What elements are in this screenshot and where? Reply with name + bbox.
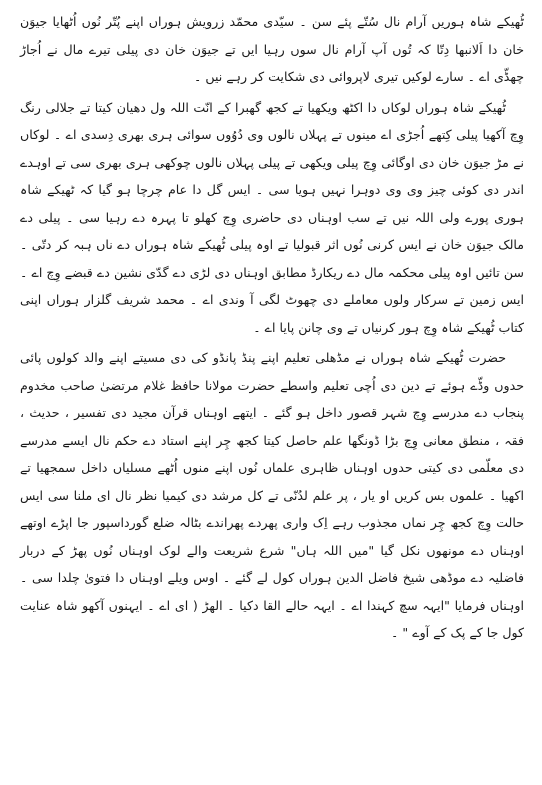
paragraph-3: حضرت ٹُھیکے شاہ ہوراں نے مڈھلی تعلیم اپنے پنڈ پانڈو کی دی مسیتے اپنے والد کولوں پائی حدوں وڈّے ہوئے تے دین دی اُچی تعلیم واسطے حضرت مولانا حافظ غلام مرتضیٰ صاحب مخدوم پنجاب دے مدرسے وِچ شہر قصور داخل ہو گئے ۔ ایتھے اوہناں قرآن مجید دی تفسیر ، حدیث ، فقہ ، منطق معانی وِچ بڑا ڈونگھا علم حاصل کیتا کجھ چِر اپنے استاد دے حکم نال ایسے مدرسے دی معلّمی دی کیتی حدوں اوہناں ظاہری علماں نُوں اپنے منوں اُٹھے مسلیاں داخل سمجھیا تے اکھیا ۔ علموں بس کریں او یار ، پر علم لدُنّی تے کل مرشد دی کیمیا نظر نال ای ملنا سی ایس حالت وِچ کجھ چِر نماں مجذوب رہے اِک واری پھردے پھراندے بٹالہ ضلع گورداسپور جا اپڑے اوتھے اوہناں دے مونھوں نکل گیا "میں اللہ ہاں" شرع شریعت والے لوک اوہناں نُوں پھڑ کے دربار فاضلیہ دے موڈھی شیخ فاضل الدین ہوراں کول لے گئے ۔ اوس ویلے اوہناں دا فتویٰ چلدا سی ۔ اوہناں فرمایا "ایہہ سچ کہندا اے ۔ ایہہ حالے القا دکیا ۔ الھڑ ( ای اے ۔ ایہنوں آکھو شاہ عنایت کول جا کے پک کے آوے " ۔ (20, 350, 524, 640)
paragraph-1: ٹُھیکے شاہ ہوریں آرام نال سُتّے پئے سن ۔ سیّدی محمّد زرویش ہوراں اپنے پُتّر نُوں اُٹھایا جیوَن خان دا اَلانبھا دِتّا کہ تُوں آپ آرام نال سوں رہیا ایں تے جیوَن خان دی پیلی تیرے مال نے اُجاڑ چھڈّی اے ۔ سارے لوکیں تیری لاپروائی دی شکایت کر رہے نیں ۔ (20, 14, 524, 84)
paragraph-2: ٹُھیکے شاہ ہوراں لوکاں دا اکٹھ ویکھیا تے کجھ گھبرا کے انّت اللہ ول دھیان کیتا تے جلالی رنگ وِچ آکھیا پیلی کِتھے اُجڑی اے مینوں تے پہلاں نالوں وی دُوُوں سوائی ہری بھری دِسدی اے ۔ لوکاں نے مڑ جیوَن خان دی اوگائی وِچ پیلی ویکھی تے پیلی پہلاں نالوں چوکھی ہری بھری سی تے اوہدے اندر دی کوئی چیز وی وی دوہرا نہیں ہویا سی ۔ ایس گل دا عام چرچا ہو گیا کہ ٹھیکے شاہ ہوری پورے ولی اللہ نیں تے سب اوہناں دی حاضری وِچ کھلو تا پہرہ دے رہیا سی ۔ پیلی دے مالک جیوَن خان نے ایس کرنی نُوں اثر قبولیا تے اوہ پیلی ٹُھیکے شاہ ہوراں دے ناں ہبہ کر دتّی ۔ سن تائیں اوہ پیلی محکمہ مال دے ریکارڈ مطابق اوہناں دی لڑی دے گدّی نشین دے قبضے وِچ اے ۔ ایس زمین تے سرکار ولوں معاملے دی چھوٹ لگی آ وندی اے ۔ محمد شریف گلزار ہوراں اپنی کتاب ٹُھیکے شاہ وِچ ہور کرنیاں تے وی چانن پایا اے ۔ (20, 99, 524, 335)
document-body (20, 8, 524, 647)
